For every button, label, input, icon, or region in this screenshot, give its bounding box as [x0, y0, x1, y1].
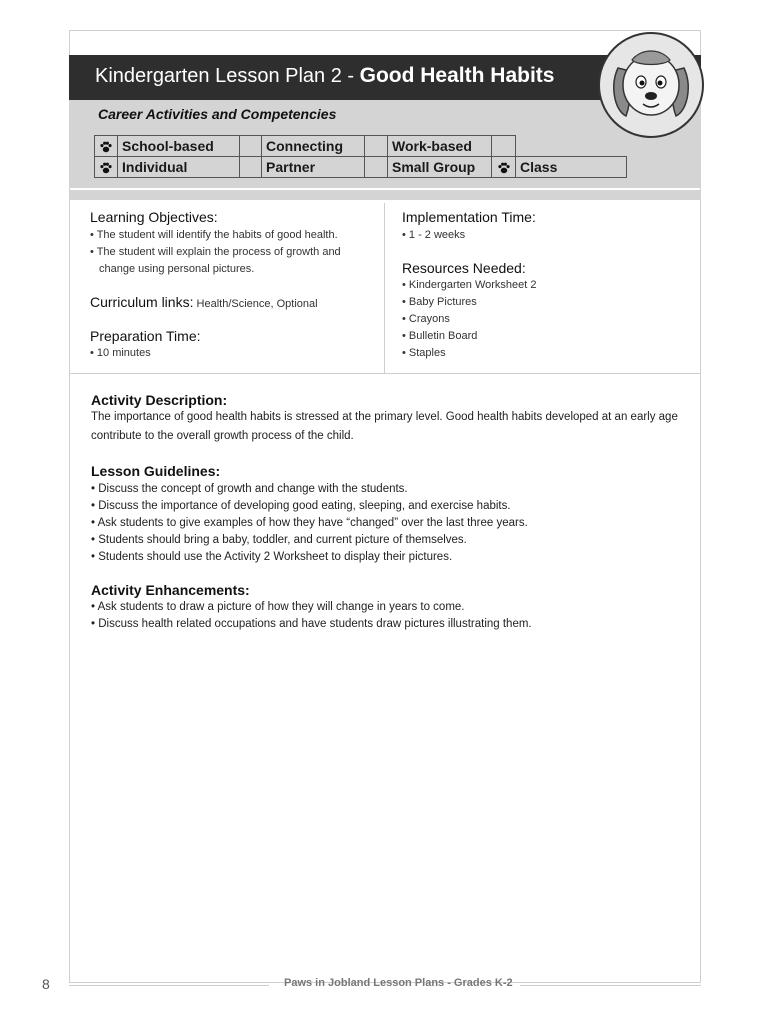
paw-icon-cell — [95, 157, 118, 178]
list-item: • Ask students to give examples of how they have “changed” over the last three years. — [91, 517, 528, 529]
list-item: • Staples — [402, 347, 446, 359]
section-divider — [69, 373, 701, 374]
list-item: • Baby Pictures — [402, 296, 477, 308]
title-prefix: Kindergarten Lesson Plan 2 - — [95, 65, 360, 87]
list-item: • Discuss health related occupations and have students draw pictures illustrating them. — [91, 618, 532, 630]
curriculum-heading: Curriculum links: — [90, 294, 194, 310]
activity-description-text: The importance of good health habits is stressed at the primary level. Good health habits developed at an early age contribute to the overall growth process of the child. — [91, 411, 678, 442]
competency-table — [94, 135, 627, 178]
paw-icon — [99, 140, 113, 154]
title-bold: Good Health Habits — [359, 64, 555, 87]
footer-rule — [69, 985, 269, 986]
paw-icon — [99, 161, 113, 175]
checkbox-cell — [365, 157, 388, 178]
list-item: • Ask students to draw a picture of how they will change in years to come. — [91, 601, 465, 613]
list-item: • Discuss the concept of growth and change with the students. — [91, 483, 408, 495]
list-item: • Bulletin Board — [402, 330, 478, 342]
list-item: • Students should use the Activity 2 Worksheet to display their pictures. — [91, 551, 453, 563]
preparation-heading: Preparation Time: — [90, 328, 201, 344]
list-item: • The student will identify the habits of good health. — [90, 229, 338, 241]
list-item: • 10 minutes — [90, 347, 151, 359]
resources-heading: Resources Needed: — [402, 260, 526, 276]
checkbox-cell — [365, 136, 388, 157]
paw-icon-cell — [95, 136, 118, 157]
list-item: • The student will explain the process of growth and — [90, 246, 341, 258]
cell-connecting: Connecting — [262, 136, 365, 157]
page-title — [95, 64, 554, 88]
career-heading: Career Activities and Competencies — [98, 106, 337, 122]
implementation-list — [402, 227, 465, 244]
activity-description-heading: Activity Description: — [91, 392, 228, 408]
curriculum-value: Health/Science, Optional — [193, 298, 318, 310]
competency-row-2 — [95, 157, 627, 178]
list-item: • 1 - 2 weeks — [402, 229, 466, 241]
puppy-mascot-icon — [596, 30, 706, 140]
cell-work-based: Work-based — [388, 136, 492, 157]
footer-text: Paws in Jobland Lesson Plans - Grades K-2 — [284, 977, 513, 989]
list-item: • Crayons — [402, 313, 450, 325]
list-item: • Kindergarten Worksheet 2 — [402, 279, 537, 291]
checkbox-cell — [492, 136, 516, 157]
resources-list — [402, 277, 537, 362]
paw-icon-cell — [492, 157, 516, 178]
learning-objectives-list — [90, 227, 341, 278]
competency-row-1 — [95, 136, 627, 157]
cell-individual: Individual — [118, 157, 240, 178]
lesson-guidelines-list — [91, 481, 528, 566]
learning-objectives-heading: Learning Objectives: — [90, 209, 218, 225]
list-item: • Discuss the importance of developing good eating, sleeping, and exercise habits. — [91, 500, 511, 512]
column-divider — [384, 203, 385, 373]
band-line — [69, 190, 701, 200]
cell-school-based: School-based — [118, 136, 240, 157]
activity-enhancements-list — [91, 599, 532, 633]
cell-partner: Partner — [262, 157, 365, 178]
lesson-guidelines-heading: Lesson Guidelines: — [91, 463, 221, 479]
page-number: 8 — [42, 976, 50, 992]
implementation-heading: Implementation Time: — [402, 209, 536, 225]
checkbox-cell — [240, 136, 262, 157]
activity-enhancements-heading: Activity Enhancements: — [91, 582, 250, 598]
cell-class: Class — [516, 157, 627, 178]
list-item: • Students should bring a baby, toddler, and current picture of themselves. — [91, 534, 467, 546]
list-item: change using personal pictures. — [99, 263, 255, 275]
curriculum-links — [90, 294, 318, 310]
paw-icon — [497, 161, 511, 175]
preparation-list — [90, 345, 151, 362]
checkbox-cell — [240, 157, 262, 178]
footer-rule — [520, 985, 701, 986]
cell-small-group: Small Group — [388, 157, 492, 178]
